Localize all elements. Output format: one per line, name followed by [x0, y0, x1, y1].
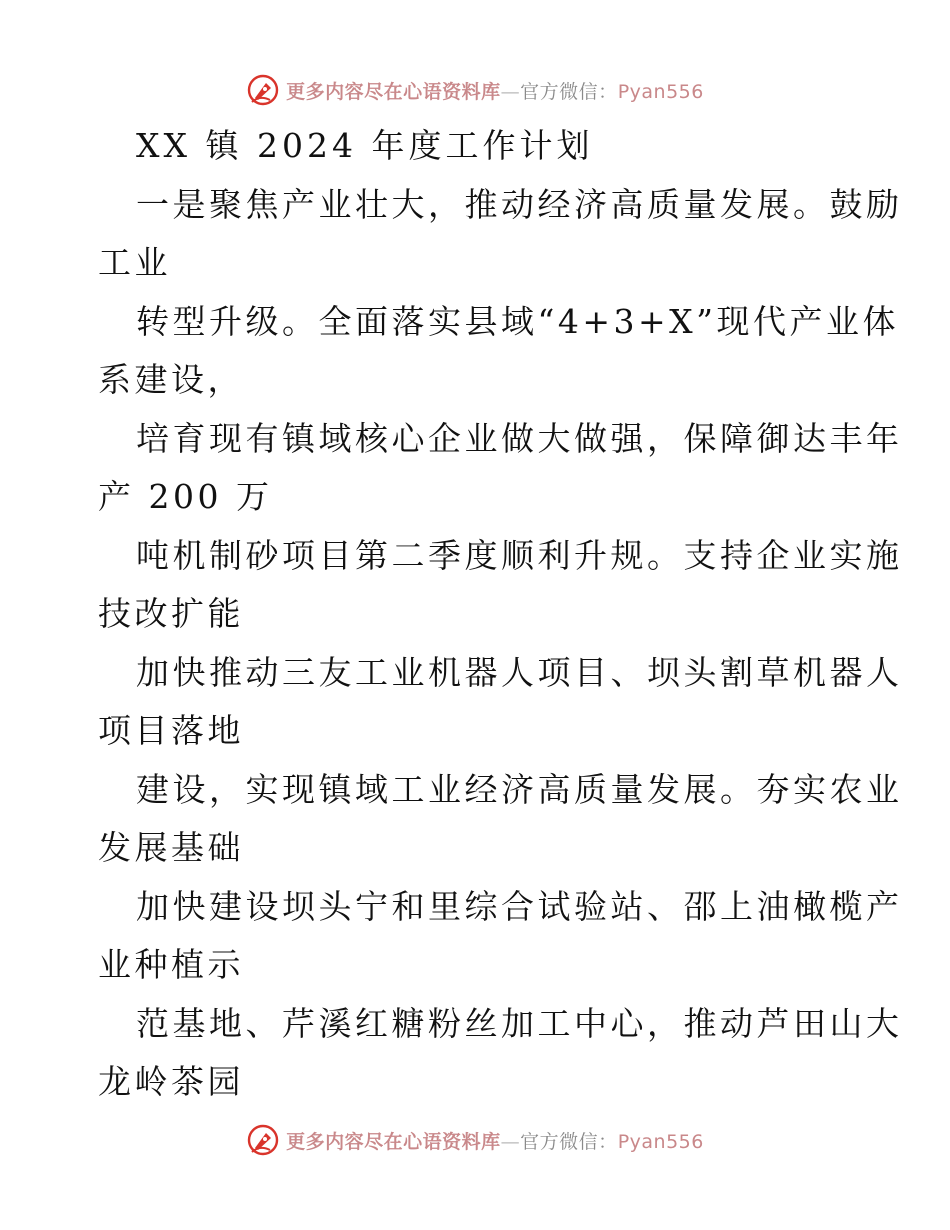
watermark-main-text: 更多内容尽在心语资料库	[286, 1130, 501, 1153]
document-body	[98, 117, 903, 1112]
watermark-wechat-id: Pyan556	[617, 1130, 704, 1153]
paragraph-line: 一是聚焦产业壮大，推动经济高质量发展。鼓励	[136, 184, 903, 224]
paragraph-line: 系建设，	[98, 360, 244, 399]
watermark-wechat-id: Pyan556	[617, 80, 704, 103]
watermark-text	[286, 77, 704, 104]
paragraph-line: 加快推动三友工业机器人项目、坝头割草机器人	[136, 652, 903, 692]
watermark-wechat-label: 官方微信：	[520, 1130, 618, 1153]
paragraph-line: 工业	[98, 243, 171, 282]
paragraph-line: 业种植示	[98, 945, 244, 984]
watermark-main-text: 更多内容尽在心语资料库	[286, 80, 501, 103]
paragraph-line: 建设，实现镇域工业经济高质量发展。夯实农业	[136, 769, 903, 809]
watermark-separator: —	[500, 1130, 521, 1153]
footer-watermark-banner	[0, 1120, 950, 1160]
paragraph-line: 技改扩能	[98, 594, 244, 633]
pen-nib-logo-icon	[246, 73, 280, 107]
watermark-separator: —	[500, 80, 521, 103]
paragraph-line: 范基地、芹溪红糖粉丝加工中心，推动芦田山大	[136, 1003, 903, 1043]
paragraph-line: 培育现有镇域核心企业做大做强，保障御达丰年	[136, 418, 903, 458]
watermark-group	[246, 73, 704, 107]
document-title: XX 镇 2024 年度工作计划	[136, 126, 594, 165]
paragraph-line: 项目落地	[98, 711, 244, 750]
watermark-wechat-label: 官方微信：	[520, 80, 618, 103]
paragraph-line: 产 200 万	[98, 477, 273, 516]
header-watermark-banner	[0, 70, 950, 110]
paragraph-line: 龙岭茶园	[98, 1062, 244, 1101]
paragraph-line: 发展基础	[98, 828, 244, 867]
watermark-group	[246, 1123, 704, 1157]
watermark-text	[286, 1127, 704, 1154]
paragraph-line: 吨机制砂项目第二季度顺利升规。支持企业实施	[136, 535, 903, 575]
pen-nib-logo-icon	[246, 1123, 280, 1157]
paragraph-line: 加快建设坝头宁和里综合试验站、邵上油橄榄产	[136, 886, 903, 926]
paragraph-line: 转型升级。全面落实县域“4+3+X”现代产业体	[136, 301, 900, 341]
